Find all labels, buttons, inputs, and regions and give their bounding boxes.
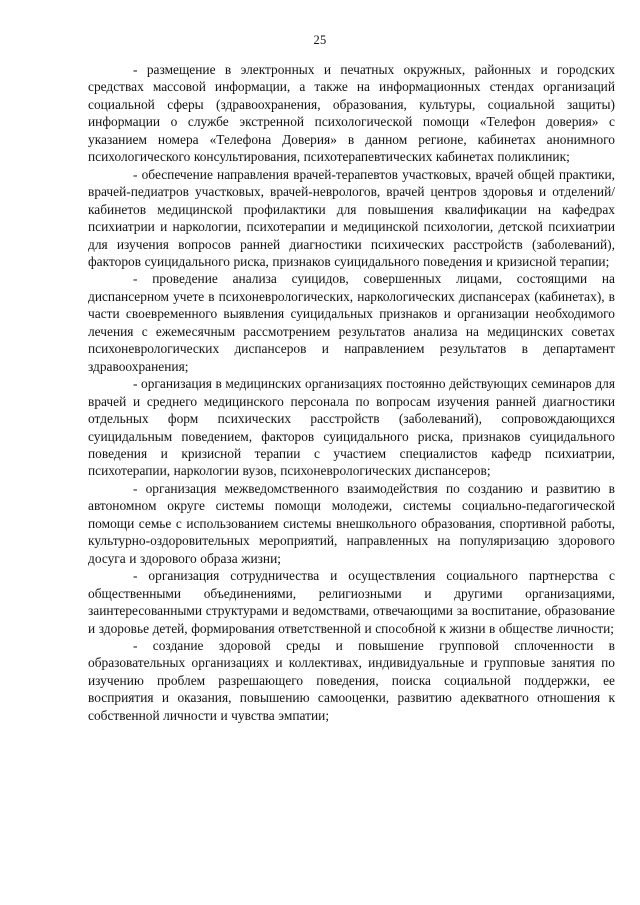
list-item-media-placement: - размещение в электронных и печатных окружных, районных и городских средствах массовой информации, а также на информационных стендах организаций социальной сферы (здравоохранения, образования, культуры, социальной защиты) информации о службе экстренной психологической помощи «Телефон доверия» с указанием номера «Телефона Доверия» в данном регионе, кабинетах анонимного психологического консультирования, психотерапевтических кабинетах поликлиник;	[88, 62, 615, 165]
list-item-interagency-cooperation: - организация межведомственного взаимодействия по созданию и развитию в автономном округе системы помощи молодежи, системы социально-педагогической помощи семье с использованием системы внешкольного образования, спортивной работы, культурно-оздоровительных мероприятий, направленных на популяризацию здорового досуга и здорового образа жизни;	[88, 480, 615, 566]
list-item-seminars: - организация в медицинских организациях постоянно действующих семинаров для врачей и среднего медицинского персонала по вопросам изучения ранней диагностики отдельных форм психических расстройств (заболеваний), сопровождающихся суицидальным поведением, факторов суицидального риска, признаков суицидального поведения и кризисной терапии с участием специалистов кафедр психиатрии, психотерапии, наркологии вузов, психоневрологических диспансеров;	[88, 376, 615, 479]
page-number: 25	[313, 33, 327, 47]
list-item-social-partnership: - организация сотрудничества и осуществления социального партнерства с общественными объединениями, религиозными и другими организациями, заинтересованными структурами и ведомствами, отвечающими за воспитание, образование и здоровье детей, формирования ответственной и способной к жизни в обществе личности;	[88, 568, 615, 636]
list-item-suicide-analysis: - проведение анализа суицидов, совершенных лицами, состоящими на диспансерном учете в психоневрологических, наркологических диспансерах (кабинетах), в части своевременного выявления суицидальных признаков и организации необходимого лечения с ежемесячным рассмотрением результатов анализа на медицинских советах психоневрологических диспансеров и направлением результатов в департамент здравоохранения;	[88, 271, 615, 374]
list-item-healthy-environment: - создание здоровой среды и повышение групповой сплоченности в образовательных организациях и коллективах, индивидуальные и групповые занятия по изучению проблем разрешающего поведения, поиска социальной поддержки, ее восприятия и оказания, повышению самооценки, развитию адекватного отношения к собственной личности и чувства эмпатии;	[88, 637, 615, 723]
list-item-doctor-training: - обеспечение направления врачей-терапевтов участковых, врачей общей практики, врачей-педиатров участковых, врачей-неврологов, врачей центров здоровья и отделений/кабинетов медицинской профилактики для повышения квалификации на кафедрах психиатрии и наркологии, психотерапии и медицинской психологии, детской психиатрии для изучения вопросов ранней диагностики психических расстройств (заболеваний), факторов суицидального риска, признаков суицидального поведения и кризисной терапии;	[88, 166, 615, 269]
document-body	[88, 61, 615, 724]
